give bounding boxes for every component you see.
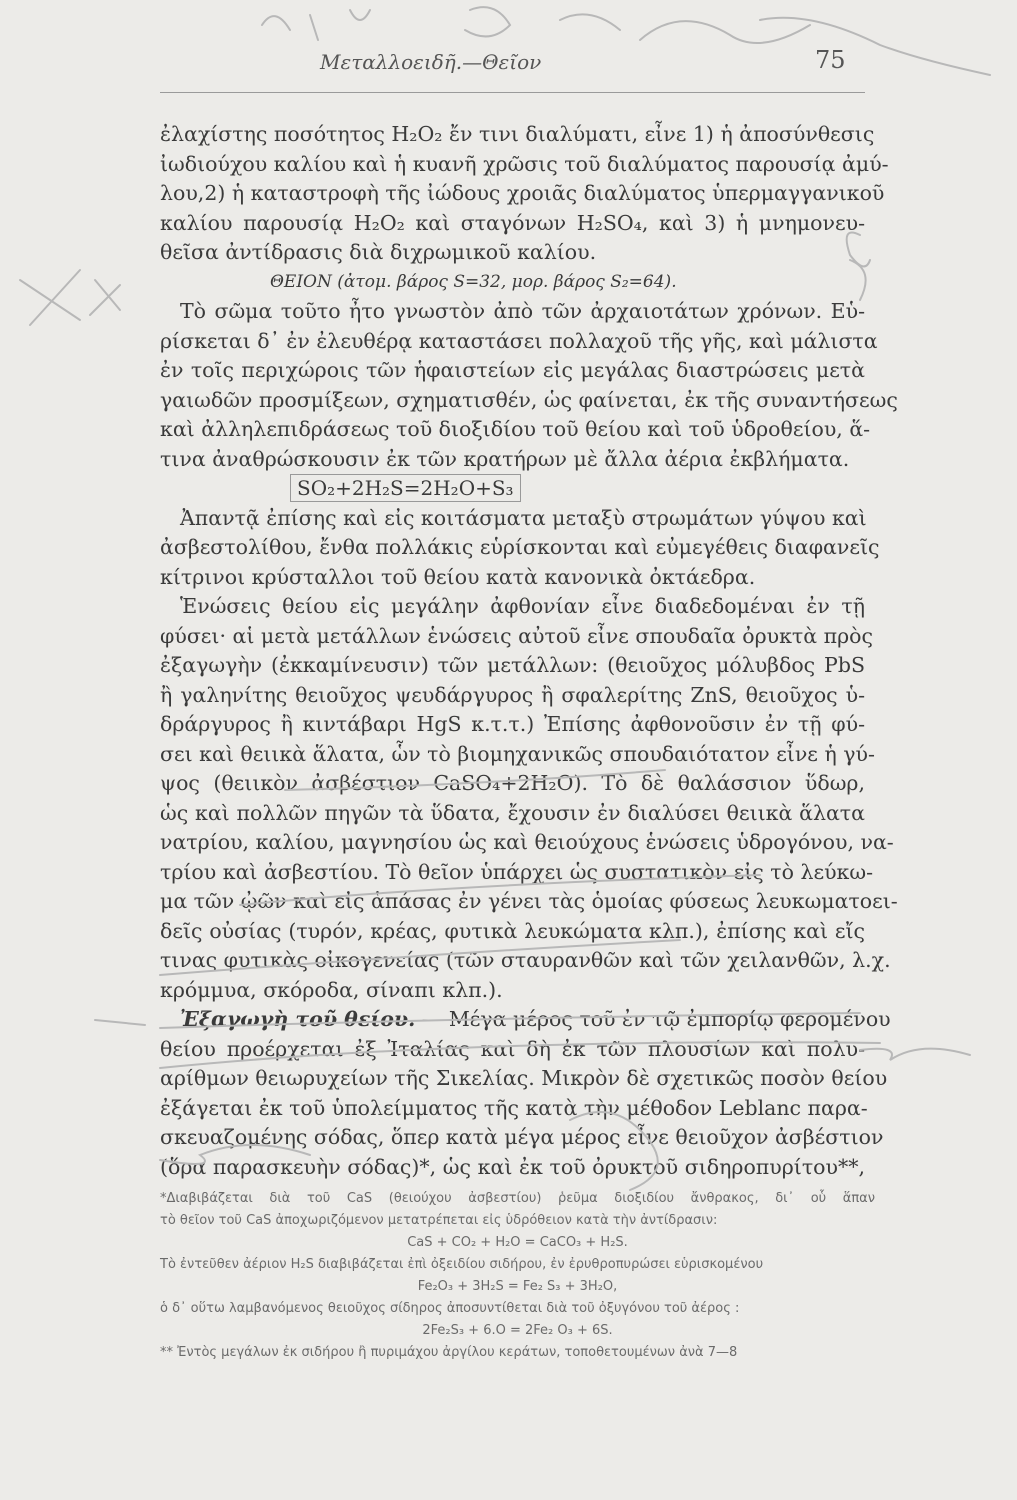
text-line: τινας φυτικὰς οἰκογενείας (τῶν σταυρανθῶν καὶ τῶν χειλανθῶν, λ.χ. bbox=[160, 948, 891, 972]
footnote-line: ὁ δ᾽ οὕτω λαμβανόμενος θειοῦχος σίδηρος ἀποσυντίθεται διὰ τοῦ ὀξυγόνου τοῦ ἀέρος : bbox=[160, 1301, 740, 1316]
pencil-line-right bbox=[860, 1049, 970, 1060]
text-line: κρόμμυα, σκόροδα, σίναπι κλπ.). bbox=[160, 977, 503, 1002]
text-line: Ἀπαντᾷ ἐπίσης καὶ εἰς κοιτάσματα μεταξὺ στρωμάτων γύψου καὶ bbox=[180, 505, 867, 530]
text-line: νατρίου, καλίου, μαγνησίου ὡς καὶ θειούχους ἑνώσεις ὑδρογόνου, να- bbox=[160, 830, 894, 854]
text-line: ἐν τοῖς περιχώροις τῶν ἡφαιστείων εἰς μεγάλας διαστρώσεις μετὰ bbox=[160, 358, 865, 382]
text-line: φύσει· αἱ μετὰ μετάλλων ἑνώσεις αὐτοῦ εἶνε σπουδαῖα ὀρυκτὰ πρὸς bbox=[160, 623, 873, 648]
text-line: ὡς καὶ πολλῶν πηγῶν τὰ ὕδατα, ἔχουσιν ἐν διαλύσει θειικὰ ἅλατα bbox=[160, 800, 865, 825]
text-line: Τὸ σῶμα τοῦτο ἦτο γνωστὸν ἀπὸ τῶν ἀρχαιοτάτων χρόνων. Εὑ- bbox=[180, 299, 865, 323]
text-line: καλίου παρουσίᾳ H₂O₂ καὶ σταγόνων H₂SO₄, καὶ 3) ἡ μνημονευ- bbox=[160, 210, 865, 235]
text-line: κίτρινοι κρύσταλλοι τοῦ θείου κατὰ κανονικὰ ὀκτάεδρα. bbox=[160, 564, 756, 589]
subsection-lead: Ἐξαγωγὴ τοῦ θείου. bbox=[180, 1007, 416, 1031]
section-heading: ΘΕΙΟΝ (ἀτομ. βάρος S=32, μορ. βάρος S₂=64). bbox=[270, 271, 677, 292]
text-span: — Μέγα μέρος τοῦ ἐν τῷ ἐμπορίῳ φερομένου bbox=[415, 1007, 891, 1031]
text-line: (ὅρα παρασκευὴν σόδας)*, ὡς καὶ ἐκ τοῦ ὀρυκτοῦ σιδηροπυρίτου**, bbox=[160, 1154, 865, 1179]
text-line: ἰωδιούχου καλίου καὶ ἡ κυανῆ χρῶσις τοῦ διαλύματος παρουσίᾳ ἀμύ- bbox=[160, 151, 889, 176]
pencil-x-mark bbox=[20, 270, 120, 325]
text-line: ρίσκεται δ᾽ ἐν ἐλευθέρᾳ καταστάσει πολλαχοῦ τῆς γῆς, καὶ μάλιστα bbox=[160, 328, 878, 353]
footnote-equation: 2Fe₂S₃ + 6.O = 2Fe₂ O₃ + 6S. bbox=[422, 1323, 613, 1338]
footnote-line: Τὸ ἐντεῦθεν ἀέριον H₂S διαβιβάζεται ἐπὶ ὀξειδίου σιδήρου, ἐν ἐρυθροπυρώσει εὑρισκομένου bbox=[160, 1257, 764, 1272]
text-line: θείου προέρχεται ἐξ Ἰταλίας καὶ δὴ ἐκ τῶν πλουσίων καὶ πολυ- bbox=[160, 1036, 865, 1061]
text-line: καὶ ἀλληλεπιδράσεως τοῦ διοξιδίου τοῦ θείου καὶ τοῦ ὑδροθείου, ἅ- bbox=[160, 417, 871, 441]
footnote-line: τὸ θεῖον τοῦ CaS ἀποχωριζόμενον μετατρέπεται εἰς ὑδρόθειον κατὰ τὴν ἀντίδρασιν: bbox=[160, 1213, 718, 1228]
footnote-equation: CaS + CO₂ + H₂O = CaCO₃ + H₂S. bbox=[407, 1235, 628, 1250]
text-line: ἐξάγεται ἐκ τοῦ ὑπολείμματος τῆς κατὰ τὴν μέθοδον Leblanc παρα- bbox=[160, 1095, 868, 1120]
page-header bbox=[0, 46, 1017, 80]
text-line: σει καὶ θειικὰ ἅλατα, ὧν τὸ βιομηχανικῶς σπουδαιότατον εἶνε ἡ γύ- bbox=[160, 741, 875, 766]
running-title: Μεταλλοειδῆ.—Θεῖον bbox=[320, 50, 542, 74]
equation-line bbox=[160, 474, 865, 504]
text-line: ἐλαχίστης ποσότητος H₂O₂ ἔν τινι διαλύματι, εἶνε 1) ἡ ἀποσύνθεσις bbox=[160, 122, 875, 146]
footnote-line: ** Ἐντὸς μεγάλων ἐκ σιδήρου ἢ πυριμάχου ἀργίλου κεράτων, τοποθετουμένων ἀνὰ 7—8 bbox=[160, 1345, 738, 1360]
footnotes bbox=[160, 1188, 875, 1364]
footnote-equation: Fe₂O₃ + 3H₂S = Fe₂ S₃ + 3H₂O, bbox=[417, 1279, 618, 1294]
boxed-equation: SO₂+2H₂S=2H₂O+S₃ bbox=[290, 474, 521, 502]
text-line: αρίθμων θειωρυχείων τῆς Σικελίας. Μικρὸν δὲ σχετικῶς ποσὸν θείου bbox=[160, 1066, 888, 1090]
text-line: μα τῶν ᾠῶν καὶ εἰς ἁπάσας ἐν γένει τὰς ὁμοίας φύσεως λευκωματοει- bbox=[160, 889, 898, 913]
text-line: γαιωδῶν προσμίξεων, σχηματισθέν, ὡς φαίνεται, ἐκ τῆς συναντήσεως bbox=[160, 387, 898, 412]
text-line: δράργυρος ἢ κιντάβαρι HgS κ.τ.τ.) Ἐπίσης ἀφθονοῦσιν ἐν τῇ φύ- bbox=[160, 712, 865, 736]
pencil-mark-left bbox=[95, 1020, 145, 1025]
text-line: θεῖσα ἀντίδρασις διὰ διχρωμικοῦ καλίου. bbox=[160, 240, 597, 264]
text-line bbox=[160, 1005, 891, 1035]
body-text bbox=[160, 120, 898, 1182]
text-line: Ἑνώσεις θείου εἰς μεγάλην ἀφθονίαν εἶνε διαδεδομέναι ἐν τῇ bbox=[180, 594, 865, 618]
page-number: 75 bbox=[815, 46, 846, 74]
text-line: τρίου καὶ ἀσβεστίου. Τὸ θεῖον ὑπάρχει ὡς συστατικὸν εἰς τὸ λεύκω- bbox=[160, 859, 874, 884]
footnote-line: *Διαβιβάζεται διὰ τοῦ CaS (θειούχου ἀσβεστίου) ῥεῦμα διοξιδίου ἄνθρακος, δι᾽ οὗ ἅπαν bbox=[160, 1191, 875, 1206]
text-line: δεῖς οὐσίας (τυρόν, κρέας, φυτικὰ λευκώματα κλπ.), ἐπίσης καὶ εἴς bbox=[160, 918, 865, 943]
text-line: ψος (θειικὸν ἀσβέστιον CaSO₄+2H₂O). Τὸ δὲ θαλάσσιον ὕδωρ, bbox=[160, 771, 865, 795]
text-line: λου,2) ἡ καταστροφὴ τῆς ἰώδους χροιᾶς διαλύματος ὑπερμαγγανικοῦ bbox=[160, 181, 885, 205]
header-rule bbox=[160, 92, 865, 93]
text-line: τινα ἀναθρώσκουσιν ἐκ τῶν κρατήρων μὲ ἄλλα ἀέρια ἐκβλήματα. bbox=[160, 446, 850, 471]
text-line: σκευαζομένης σόδας, ὅπερ κατὰ μέγα μέρος εἶνε θειοῦχον ἀσβέστιον bbox=[160, 1125, 884, 1149]
text-line: ἀσβεστολίθου, ἔνθα πολλάκις εὑρίσκονται καὶ εὐμεγέθεις διαφανεῖς bbox=[160, 535, 880, 559]
text-line: ἐξαγωγὴν (ἐκκαμίνευσιν) τῶν μετάλλων: (θειοῦχος μόλυβδος PbS bbox=[160, 653, 865, 677]
text-line: ἢ γαληνίτης θειοῦχος ψευδάργυρος ἢ σφαλερίτης ZnS, θειοῦχος ὑ- bbox=[160, 682, 865, 707]
